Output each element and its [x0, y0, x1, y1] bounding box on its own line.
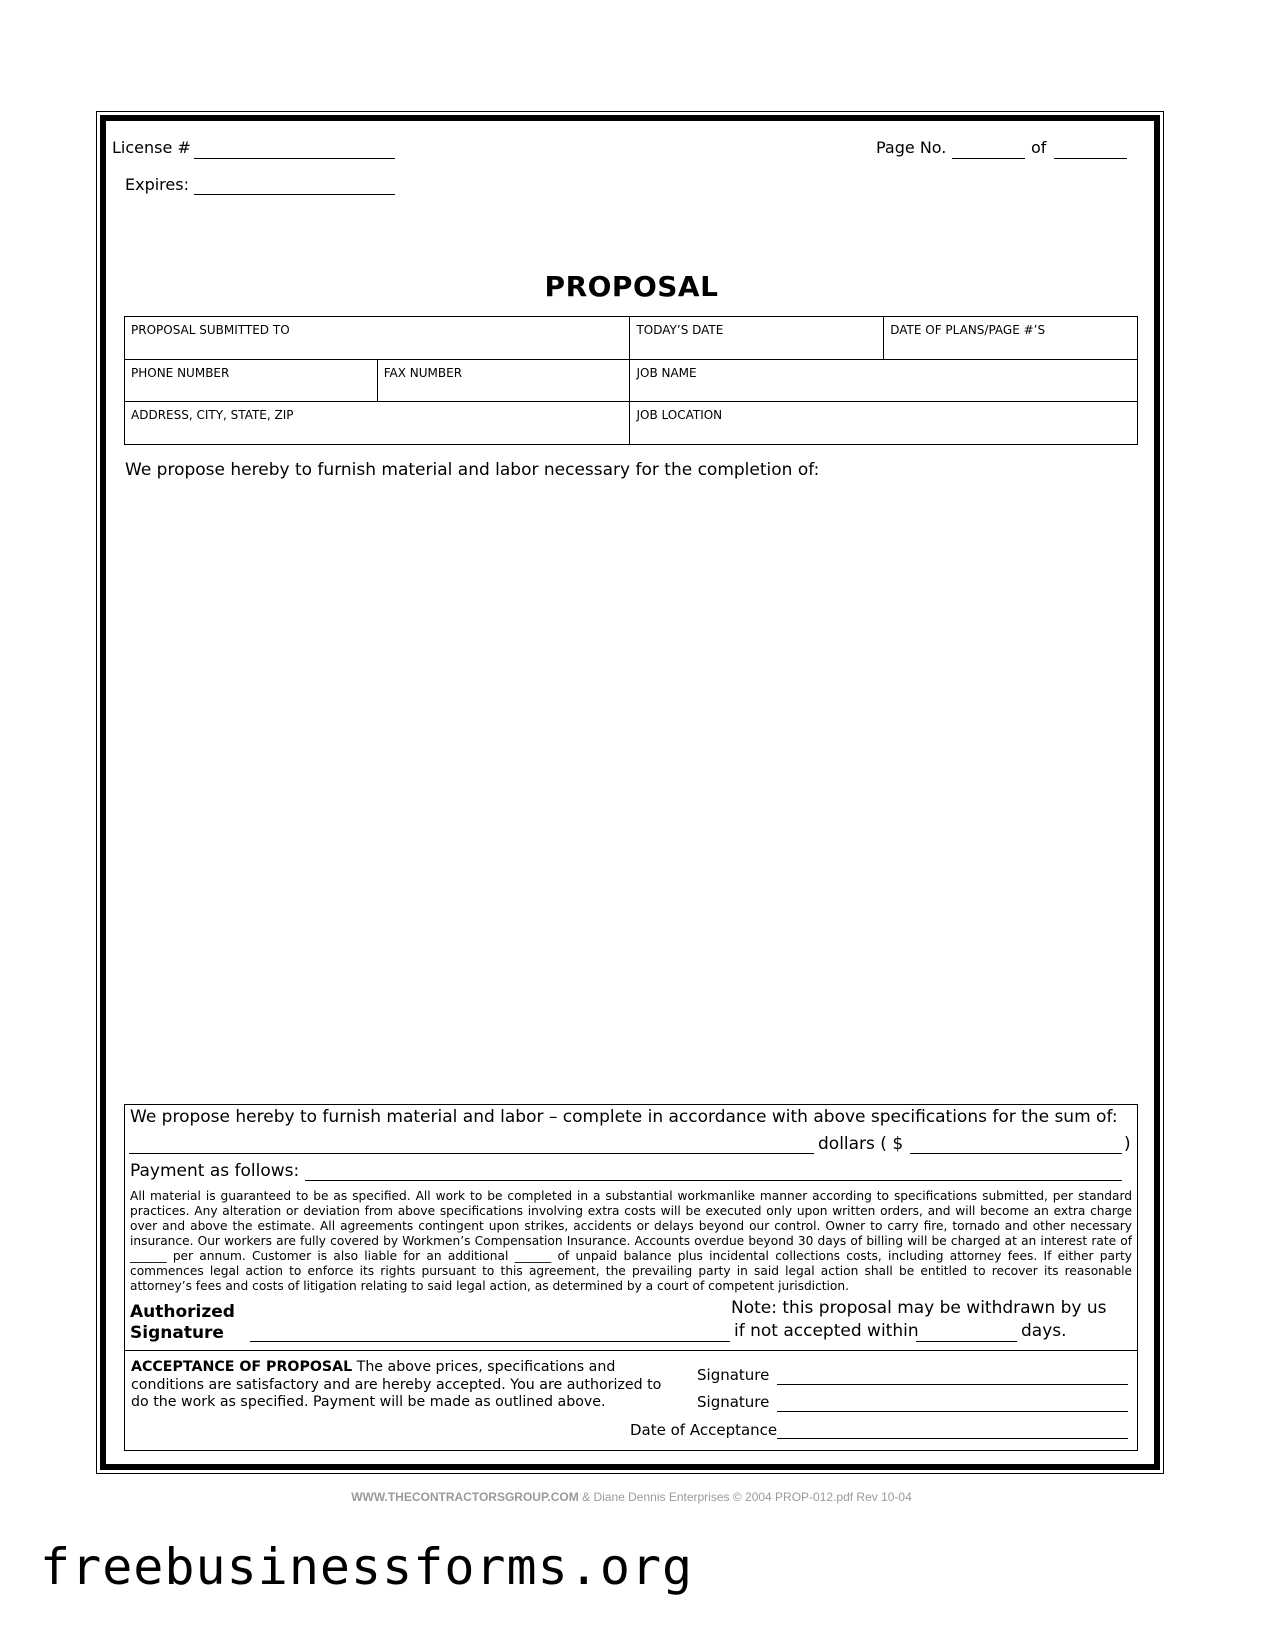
job-name-label: JOB NAME	[636, 366, 697, 380]
signature-label-1: Signature	[697, 1366, 770, 1384]
payment-terms-field[interactable]	[305, 1180, 1122, 1181]
footer-credit	[0, 1490, 1263, 1504]
job-location-label: JOB LOCATION	[636, 408, 723, 422]
license-field[interactable]	[194, 158, 395, 159]
address-field[interactable]	[125, 402, 630, 445]
authorized-label-2: Signature	[130, 1323, 224, 1343]
fax-number-field[interactable]	[377, 360, 630, 402]
acceptance-days-field[interactable]	[916, 1341, 1017, 1342]
terms-paragraph: All material is guaranteed to be as specified. All work to be completed in a substantial workmanlike manner according to specifications submitted, per standard practices. Any alteration or deviation from above specifications involving extra costs will be executed only upon written orders, and will become an extra charge over and above the estimate. All agreements contingent upon strikes, accidents or delays beyond our control. Owner to carry fire, tornado and other necessary insurance. Our workers are fully covered by Workmen’s Compensation Insurance. Accounts overdue beyond 30 days of billing will be charged at an interest rate of ______ per annum. Customer is also liable for an additional ______ of unpaid balance plus incidental collections costs, including attorney fees. If either party commences legal action to enforce its rights pursuant to this agreement, the prevailing party in said legal action shall be entitled to recover its reasonable attorney’s fees and costs of litigation relating to said legal action, as determined by a court of competent jurisdiction.	[130, 1189, 1132, 1293]
page-no-label: Page No.	[876, 138, 947, 157]
phone-number-field[interactable]	[125, 360, 378, 402]
footer-rest: & Diane Dennis Enterprises © 2004 PROP-012.pdf Rev 10-04	[578, 1490, 912, 1504]
acceptance-text	[131, 1359, 671, 1412]
customer-signature-2-field[interactable]	[777, 1411, 1128, 1412]
page-no-field[interactable]	[952, 158, 1025, 159]
proposal-submitted-to-field[interactable]	[125, 317, 630, 360]
acceptance-heading: ACCEPTANCE OF PROPOSAL	[131, 1359, 353, 1375]
payment-label: Payment as follows:	[130, 1161, 300, 1181]
intro-text: We propose hereby to furnish material and labor necessary for the completion of:	[125, 460, 820, 480]
note-line-2a: if not accepted within	[734, 1321, 919, 1341]
sum-text: We propose hereby to furnish material and labor – complete in accordance with above specifications for the sum of:	[130, 1107, 1118, 1127]
date-of-plans-field[interactable]	[884, 317, 1138, 360]
close-paren: )	[1124, 1134, 1131, 1154]
sum-amount-field[interactable]	[910, 1153, 1122, 1154]
of-label: of	[1031, 138, 1047, 157]
license-label: License #	[112, 138, 191, 157]
todays-date-field[interactable]	[630, 317, 884, 360]
expires-field[interactable]	[194, 194, 395, 195]
job-name-field[interactable]	[630, 360, 1138, 402]
phone-number-label: PHONE NUMBER	[131, 366, 230, 380]
customer-signature-1-field[interactable]	[777, 1384, 1128, 1385]
sum-words-field[interactable]	[129, 1153, 814, 1154]
proposal-submitted-to-label: PROPOSAL SUBMITTED TO	[131, 323, 290, 337]
footer-site: WWW.THECONTRACTORSGROUP.COM	[351, 1490, 579, 1504]
date-of-plans-label: DATE OF PLANS/PAGE #’S	[890, 323, 1046, 337]
dollars-label: dollars ( $	[818, 1134, 904, 1154]
authorized-signature-field[interactable]	[250, 1341, 730, 1342]
todays-date-label: TODAY’S DATE	[636, 323, 724, 337]
date-of-acceptance-label: Date of Acceptance	[630, 1421, 778, 1439]
proposal-info-table	[124, 316, 1138, 445]
page-title: PROPOSAL	[544, 270, 719, 303]
address-label: ADDRESS, CITY, STATE, ZIP	[131, 408, 294, 422]
signature-label-2: Signature	[697, 1393, 770, 1411]
page-total-field[interactable]	[1054, 158, 1127, 159]
acceptance-body: The above prices, specifications and conditions are satisfactory and are hereby accepted. You are authorized to do the work as specified. Payment will be made as outlined above.	[131, 1359, 662, 1410]
work-description-area[interactable]	[124, 490, 1138, 1090]
job-location-field[interactable]	[630, 402, 1138, 445]
note-line-2b: days.	[1021, 1321, 1067, 1341]
note-line-1: Note: this proposal may be withdrawn by us	[731, 1298, 1107, 1318]
expires-label: Expires:	[125, 175, 189, 194]
authorized-label-1: Authorized	[130, 1302, 235, 1322]
watermark: freebusinessforms.org	[40, 1538, 694, 1596]
date-of-acceptance-field[interactable]	[777, 1438, 1128, 1439]
fax-number-label: FAX NUMBER	[383, 366, 463, 380]
